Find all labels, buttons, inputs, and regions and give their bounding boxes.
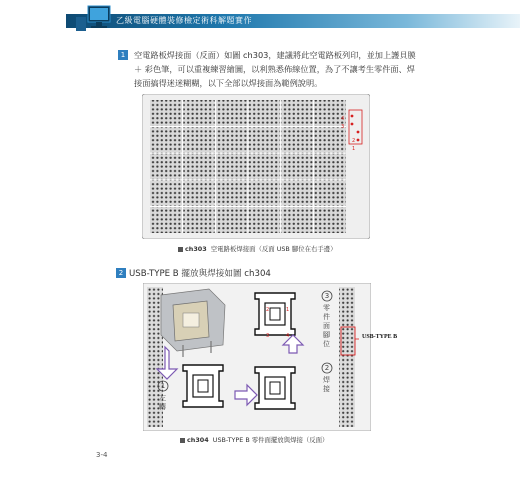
figure-2-caption-text: USB-TYPE B 零件面擺放與焊接（反面） [212,436,329,444]
figure-1-caption [178,244,337,253]
usb-pin-label-4: 4 [341,116,345,122]
step-1-number: 1 [160,382,166,390]
usb-type-b-placement-figure [143,283,371,431]
caption-marker-icon [180,438,185,443]
perfboard-solder-side-image [142,94,370,239]
figure-2-caption [180,435,328,444]
figure-1-caption-text: 空電路板焊接面（反面 USB 腳位在右手邊） [210,245,337,253]
caption-marker-icon [178,247,183,252]
usb-type-b-label: USB-TYPE B [362,334,398,340]
figure-1-label: ch303 [185,245,207,253]
section-1-line-2: ＋ 彩色筆，可以重複練習繪圖，以利熟悉佈線位置，為了不讓考生零件面、焊 [134,64,415,74]
page-number: 3-4 [96,451,108,459]
pin-top-2: 2 [266,307,270,313]
step-2-number: 2 [324,364,330,372]
step-2-label: 焊接 [323,376,330,393]
section-1-line-3: 接面搞得迷迷糊糊，以下全部以焊接面為範例說明。 [134,78,323,88]
pin-top-1: 1 [286,307,290,313]
usb-pin-label-1: 1 [352,146,356,152]
step-3-number: 3 [324,292,330,300]
step-1-label: 左轉 [159,394,166,411]
section-1-badge: 1 [118,50,128,60]
usb-pin-label-3: 3 [341,124,345,130]
usb-pin-label-2: 2 [352,138,356,144]
section-1-line-1: 空電路板焊接面（反面）如圖 ch303，建議將此空電路板列印，並加上護貝膜 [134,50,416,60]
header-title: 乙級電腦硬體裝修檢定術科解題實作 [116,16,252,25]
figure-2-label: ch304 [187,436,209,444]
page-header [0,0,520,34]
pin-bottom-4: 4 [286,333,290,339]
section-2-badge: 2 [116,268,126,278]
computer-logo-icon [74,3,114,33]
step-3-label: 零件面腳位 [323,304,330,348]
pin-bottom-3: 3 [266,333,270,339]
section-2-title: USB-TYPE B 擺放與焊接如圖 ch304 [129,269,271,279]
